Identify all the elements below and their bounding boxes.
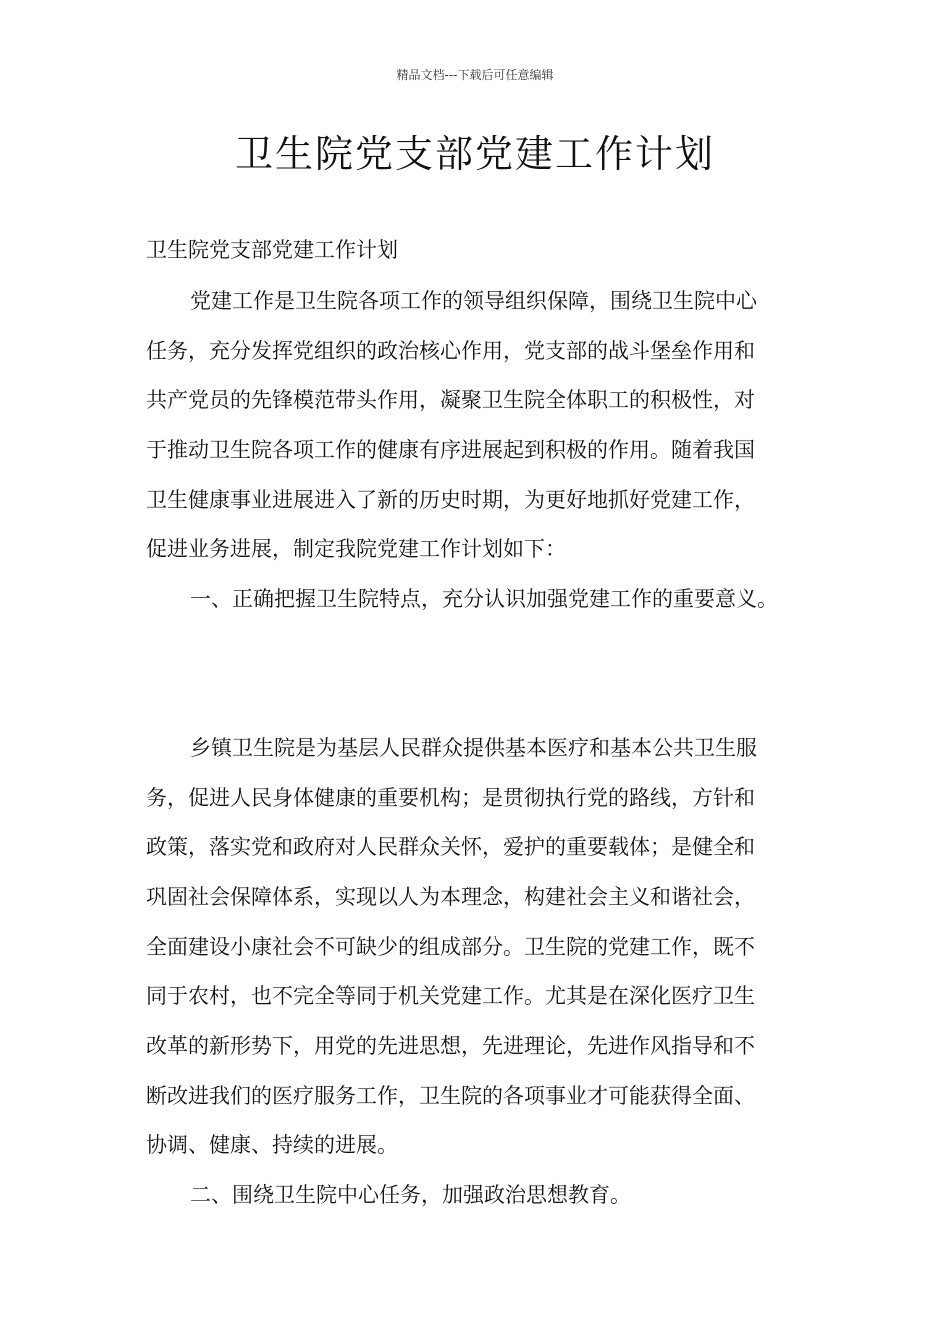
paragraph-line: 断改进我们的医疗服务工作，卫生院的各项事业才可能获得全面、 [146, 1084, 755, 1108]
paragraph-line: 全面建设小康社会不可缺少的组成部分。卫生院的党建工作，既不 [146, 935, 755, 959]
paragraph-line: 政策，落实党和政府对人民群众关怀，爱护的重要载体；是健全和 [146, 835, 755, 859]
paragraph-line: 促进业务进展，制定我院党建工作计划如下： [146, 537, 566, 561]
document-title: 卫生院党支部党建工作计划 [234, 132, 715, 176]
paragraph-line: 共产党员的先锋模范带头作用，凝聚卫生院全体职工的积极性，对 [146, 388, 755, 412]
section-heading-2: 二、围绕卫生院中心任务，加强政治思想教育。 [190, 1183, 631, 1207]
paragraph-line: 任务，充分发挥党组织的政治核心作用，党支部的战斗堡垒作用和 [146, 339, 755, 363]
paragraph-line: 协调、健康、持续的进展。 [146, 1133, 398, 1157]
paragraph-line: 改革的新形势下，用党的先进思想，先进理论，先进作风指导和不 [146, 1034, 755, 1058]
page-header: 精品文档---下载后可任意编辑 [396, 68, 554, 82]
paragraph-line: 务，促进人民身体健康的重要机构；是贯彻执行党的路线，方针和 [146, 786, 755, 810]
section-heading-1: 一、正确把握卫生院特点，充分认识加强党建工作的重要意义。 [190, 587, 778, 611]
document-subtitle: 卫生院党支部党建工作计划 [146, 238, 398, 262]
paragraph-line: 巩固社会保障体系，实现以人为本理念，构建社会主义和谐社会， [146, 885, 755, 909]
paragraph-line: 卫生健康事业进展进入了新的历史时期，为更好地抓好党建工作， [146, 488, 755, 512]
paragraph-line: 于推动卫生院各项工作的健康有序进展起到积极的作用。随着我国 [146, 438, 755, 462]
paragraph-line: 同于农村，也不完全等同于机关党建工作。尤其是在深化医疗卫生 [146, 984, 755, 1008]
paragraph-line: 乡镇卫生院是为基层人民群众提供基本医疗和基本公共卫生服 [190, 736, 757, 760]
paragraph-line: 党建工作是卫生院各项工作的领导组织保障，围绕卫生院中心 [190, 289, 757, 313]
